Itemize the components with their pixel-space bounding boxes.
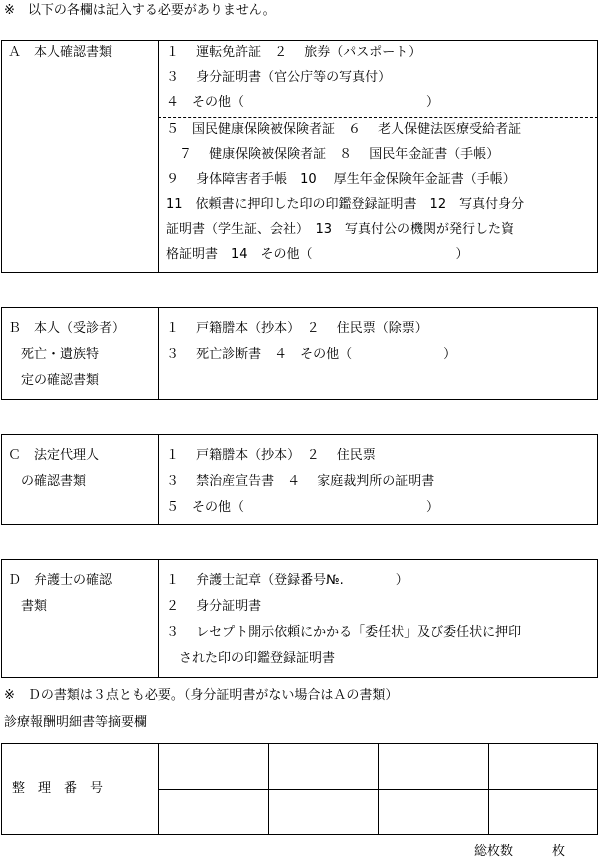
section-d-divider <box>158 559 159 678</box>
section-b-label-line: 死亡・遺族特 <box>8 347 100 362</box>
serial-label: 整 理 番 号 <box>12 781 104 796</box>
section-d-label-line: 書類 <box>8 599 48 614</box>
section-d-label-line: Ｄ 弁護士の確認 <box>8 573 113 588</box>
section-a-item: ７ 健康保険被保険者証 ８ 国民年金証書（手帳） <box>166 147 500 162</box>
section-b-label-line: Ｂ 本人（受診者） <box>8 321 126 336</box>
grid-row-divider <box>158 789 598 790</box>
section-d-item: １ 弁護士記章（登録番号№. ） <box>166 573 409 588</box>
section-c-item: ５ その他（ ） <box>166 500 440 515</box>
section-a-item: １ 運転免許証 ２ 旅券（パスポート） <box>166 45 422 60</box>
section-c-label-line: Ｃ 法定代理人 <box>8 448 100 463</box>
section-a-item: ４ その他（ ） <box>166 95 440 110</box>
note-d: ※ Ｄの書類は３点とも必要。（身分証明書がない場合はＡの書類） <box>4 688 399 703</box>
section-a-divider <box>158 40 159 273</box>
section-b-item: ３ 死亡診断書 ４ その他（ ） <box>166 347 457 362</box>
section-a-item: ９ 身体障害者手帳 10 厚生年金保険年金証書（手帳） <box>166 172 516 187</box>
total-count-label: 総枚数 枚 <box>474 844 566 859</box>
section-a-item: ５ 国民健康保険被保険者証 ６ 老人保健法医療受給者証 <box>166 122 522 137</box>
section-a-label: Ａ 本人確認書類 <box>8 45 113 60</box>
section-a-item: 11 依頼書に押印した印の印鑑登録証明書 12 写真付身分 <box>166 197 525 212</box>
section-c-item: ３ 禁治産宣告書 ４ 家庭裁判所の証明書 <box>166 474 435 489</box>
summary-title: 診療報酬明細書等摘要欄 <box>4 715 148 730</box>
section-b-divider <box>158 307 159 400</box>
section-a-item: 格証明書 14 その他（ ） <box>166 247 469 262</box>
section-d-item: された印の印鑑登録証明書 <box>166 651 336 666</box>
section-a-item: 証明書（学生証、会社） 13 写真付公の機関が発行した資 <box>166 222 515 237</box>
top-note: ※ 以下の各欄は記入する必要がありません。 <box>4 3 276 18</box>
section-d-item: ３ レセプト開示依頼にかかる「委任状」及び委任状に押印 <box>166 625 522 640</box>
section-c-item: １ 戸籍謄本（抄本） ２ 住民票 <box>166 448 376 463</box>
section-a-item: ３ 身分証明書（官公庁等の写真付） <box>166 70 392 85</box>
section-b-item: １ 戸籍謄本（抄本） ２ 住民票（除票） <box>166 321 428 336</box>
section-d-item: ２ 身分証明書 <box>166 599 262 614</box>
section-b-label-line: 定の確認書類 <box>8 373 100 388</box>
section-c-divider <box>158 434 159 525</box>
section-c-label-line: の確認書類 <box>8 474 87 489</box>
